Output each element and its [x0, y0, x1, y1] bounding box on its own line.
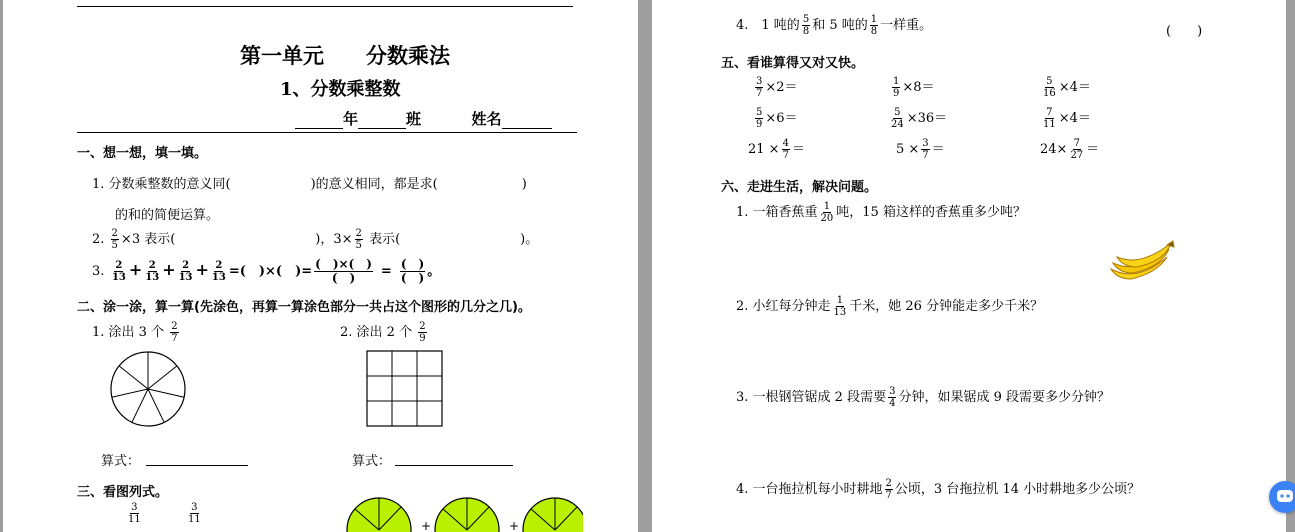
denominator: 27 [1070, 150, 1084, 161]
fraction [820, 201, 835, 224]
formula-label-1: 算式： [101, 454, 141, 469]
name-blank[interactable] [502, 114, 552, 129]
fraction [127, 502, 142, 525]
denominator: ( ) [331, 271, 356, 285]
s3-frac-2 [185, 502, 204, 525]
fraction [187, 502, 202, 525]
r-q4-text-c: 一样重。 [880, 18, 933, 33]
equals-sign: = [380, 264, 392, 279]
fraction [400, 258, 425, 285]
denominator: 9 [419, 333, 426, 344]
denominator: 13 [178, 272, 193, 283]
calc-op: ×6＝ [765, 111, 798, 126]
green-circle [523, 498, 583, 532]
numerator: 7 [1073, 138, 1080, 149]
section1-heading: 一、想一想，填一填。 [77, 146, 208, 161]
s6-q2-text-a: 2. 小红每分钟走 [736, 299, 831, 314]
chat-assistant-icon [1269, 481, 1295, 513]
numerator: 1 [823, 201, 831, 212]
page-gutter-middle [638, 0, 652, 532]
section2-heading: 二、涂一涂，算一算(先涂色，再算一算涂色部分一共占这个图形的几分之几)。 [77, 300, 531, 315]
top-rule [77, 6, 573, 7]
calc-r1c3 [1040, 76, 1091, 99]
calc-r2c2 [888, 107, 947, 130]
s6-q1-text-a: 1. 一箱香蕉重 [736, 205, 818, 220]
numerator: 5 [756, 107, 763, 118]
s6-q4 [736, 478, 1140, 501]
numerator: 2 [171, 321, 178, 332]
green-circle [347, 498, 411, 532]
denominator: 8 [870, 26, 878, 37]
sector-line [148, 389, 184, 397]
fraction [755, 107, 763, 130]
fraction [178, 260, 194, 283]
fraction [870, 14, 878, 37]
denominator: 7 [171, 333, 178, 344]
denominator: 13 [111, 272, 126, 283]
banana [1117, 243, 1171, 267]
denominator: 11 [128, 514, 141, 525]
calc-r1c1 [753, 76, 798, 99]
chat-assistant-button[interactable] [1269, 481, 1295, 513]
r-q4-text-b: 和 5 吨的 [812, 18, 868, 33]
denominator: 5 [111, 240, 118, 251]
calc-r1c2 [890, 76, 935, 99]
fraction [755, 76, 763, 99]
numerator: 2 [182, 260, 190, 271]
numerator: 5 [1046, 76, 1053, 87]
section6-heading: 六、走进生活，解决问题。 [721, 180, 878, 195]
denominator: 7 [756, 88, 763, 99]
denominator: 11 [188, 514, 201, 525]
sector-line [119, 366, 148, 389]
s6-q3 [736, 386, 1110, 409]
denominator: 4 [889, 398, 896, 409]
fraction [833, 295, 848, 318]
fraction [888, 386, 896, 409]
fraction [1069, 138, 1084, 161]
s1-q1-text-c: ) [521, 177, 527, 192]
plus-sign: + [128, 260, 143, 279]
numerator: 2 [885, 478, 892, 489]
calc-op: ×4＝ [1058, 111, 1091, 126]
right-page [652, 0, 1286, 532]
numerator: 4 [782, 138, 789, 149]
numerator: 1 [870, 14, 878, 25]
s1-q1-line1 [92, 173, 527, 192]
grid-9-parts[interactable] [366, 350, 444, 428]
fraction [314, 258, 373, 285]
plus-sign: + [509, 519, 520, 532]
grade-label: 年 [343, 110, 359, 128]
numerator: 1 [893, 76, 900, 87]
lesson-title: 1、分数乘整数 [280, 79, 401, 100]
calc-r2c1 [753, 107, 798, 130]
fraction [890, 107, 905, 130]
formula-answer-line-1[interactable] [146, 465, 248, 466]
r-q4 [736, 14, 932, 37]
grade-blank[interactable] [295, 114, 343, 129]
sector-line [148, 366, 177, 389]
s1-q3-number: 3. [92, 264, 105, 279]
s6-q4-text-a: 4. 一台拖拉机每小时耕地 [736, 482, 883, 497]
fraction [1042, 76, 1057, 99]
s1-q2-text-3: 表示( [369, 232, 401, 247]
fraction [921, 138, 929, 161]
plus-sign: + [162, 260, 176, 279]
fraction [111, 228, 119, 251]
formula-label-2: 算式： [352, 454, 392, 469]
s2-item2-label [340, 321, 429, 344]
denominator: 9 [893, 88, 900, 99]
r-q4-text-a: 4. 1 吨的 [736, 18, 800, 33]
numerator: 3 [889, 386, 896, 397]
name-line [295, 108, 552, 129]
denominator: 11 [1043, 119, 1056, 130]
fraction [892, 76, 900, 99]
s6-q1 [736, 201, 1026, 224]
numerator: 2 [148, 260, 156, 271]
r-q4-answer-paren[interactable]: ( ) [1166, 24, 1203, 39]
sector-line [112, 389, 148, 397]
calc-op: ×2＝ [765, 80, 798, 95]
s2-item1-label [92, 321, 181, 344]
s1-q3 [92, 258, 440, 285]
s1-q3-end: 。 [427, 264, 441, 279]
s6-q4-text-b: 公顷，3 台拖拉机 14 小时耕地多少公顷？ [894, 482, 1141, 497]
chat-dot [1280, 494, 1283, 497]
s2-item2-text: 2. 涂出 2 个 [340, 325, 413, 340]
calc-op: ×36＝ [906, 111, 948, 126]
s1-q2-text-1: ×3 表示( [120, 232, 176, 247]
class-blank[interactable] [358, 114, 406, 129]
fraction [782, 138, 790, 161]
s1-q2-text-4: )。 [520, 232, 539, 247]
calc-prefix: 21 × [748, 142, 780, 157]
calc-prefix: 5 × [896, 142, 920, 157]
banana-icon [1111, 241, 1174, 279]
denominator: 13 [833, 307, 847, 318]
numerator: 3 [922, 138, 929, 149]
calc-prefix: 24× [1040, 142, 1068, 157]
s1-q2 [92, 228, 538, 251]
numerator: 5 [802, 14, 810, 25]
s6-q1-text-b: 吨，15 箱这样的香蕉重多少吨？ [836, 205, 1026, 220]
fraction [211, 260, 227, 283]
numerator: 7 [1046, 107, 1053, 118]
circle-7-parts[interactable] [108, 349, 188, 429]
header-rule [77, 132, 577, 133]
calc-r3c2 [896, 138, 945, 161]
fraction [418, 321, 426, 344]
denominator: 20 [820, 213, 834, 224]
s3-frac-1 [125, 502, 144, 525]
s6-q3-text-a: 3. 一根钢管锯成 2 段需要 [736, 390, 887, 405]
chat-bubble [1277, 490, 1293, 502]
sector-line [148, 389, 164, 422]
numerator: 2 [215, 260, 223, 271]
s2-item1-text: 1. 涂出 3 个 [92, 325, 165, 340]
s1-q2-text-2: )，3× [315, 232, 353, 247]
section3-heading: 三、看图列式。 [77, 485, 169, 500]
green-circles-figure [343, 496, 583, 532]
calc-op: ＝ [791, 142, 805, 157]
calc-op: ×8＝ [902, 80, 935, 95]
calc-op: ＝ [1086, 142, 1100, 157]
numerator: 3 [191, 502, 198, 513]
fraction [1042, 107, 1057, 130]
page-gutter-right [1286, 0, 1295, 532]
numerator: 2 [419, 321, 426, 332]
s6-q2-text-b: 千米，她 26 分钟能走多少千米？ [849, 299, 1044, 314]
section5-heading: 五、看谁算得又对又快。 [721, 56, 865, 71]
s1-q1-line2: 的和的简便运算。 [115, 208, 220, 223]
numerator: 2 [111, 228, 118, 239]
fraction [170, 321, 178, 344]
fraction [111, 260, 127, 283]
s1-q2-number: 2. [92, 232, 105, 247]
denominator: 7 [885, 490, 892, 501]
s1-q3-equals-product: =( )×( )= [228, 264, 313, 279]
denominator: 9 [756, 119, 763, 130]
numerator: 5 [894, 107, 901, 118]
numerator: 2 [355, 228, 362, 239]
plus-sign: + [195, 260, 209, 279]
denominator: ( ) [400, 271, 425, 285]
calc-op: ＝ [931, 142, 945, 157]
denominator: 13 [211, 272, 226, 283]
calc-r2c3 [1040, 107, 1091, 130]
plus-sign: + [421, 519, 432, 532]
s6-q2 [736, 295, 1043, 318]
numerator: ( )×( ) [315, 257, 372, 271]
banana-illustration [1107, 239, 1175, 285]
fraction [885, 478, 893, 501]
circle-fill [523, 498, 583, 532]
name-label: 姓名 [471, 110, 502, 128]
numerator: 1 [836, 295, 844, 306]
unit-title: 第一单元 分数乘法 [240, 43, 450, 68]
formula-answer-line-2[interactable] [395, 465, 513, 466]
denominator: 7 [922, 150, 929, 161]
grid-outline [367, 351, 442, 426]
class-label: 班 [406, 110, 422, 128]
green-circle [435, 498, 499, 532]
numerator: 2 [115, 260, 123, 271]
calc-r3c1 [748, 138, 805, 161]
denominator: 8 [802, 26, 810, 37]
denominator: 13 [145, 272, 160, 283]
denominator: 24 [891, 119, 904, 130]
s1-q1-text-b: )的意义相同，都是求( [310, 177, 438, 192]
denominator: 7 [782, 150, 789, 161]
fraction [144, 260, 160, 283]
sector-line [132, 389, 148, 422]
s1-q1-text-a: 1. 分数乘整数的意义同( [92, 177, 231, 192]
fraction [355, 228, 363, 251]
numerator: 3 [756, 76, 763, 87]
numerator: ( ) [400, 257, 425, 271]
denominator: 5 [355, 240, 362, 251]
chat-dot [1286, 494, 1289, 497]
calc-r3c3 [1040, 138, 1099, 161]
left-page [3, 0, 638, 532]
calc-op: ×4＝ [1058, 80, 1091, 95]
fraction [802, 14, 810, 37]
denominator: 16 [1043, 88, 1056, 99]
numerator: 3 [131, 502, 138, 513]
s6-q3-text-b: 分钟，如果锯成 9 段需要多少分钟？ [898, 390, 1110, 405]
